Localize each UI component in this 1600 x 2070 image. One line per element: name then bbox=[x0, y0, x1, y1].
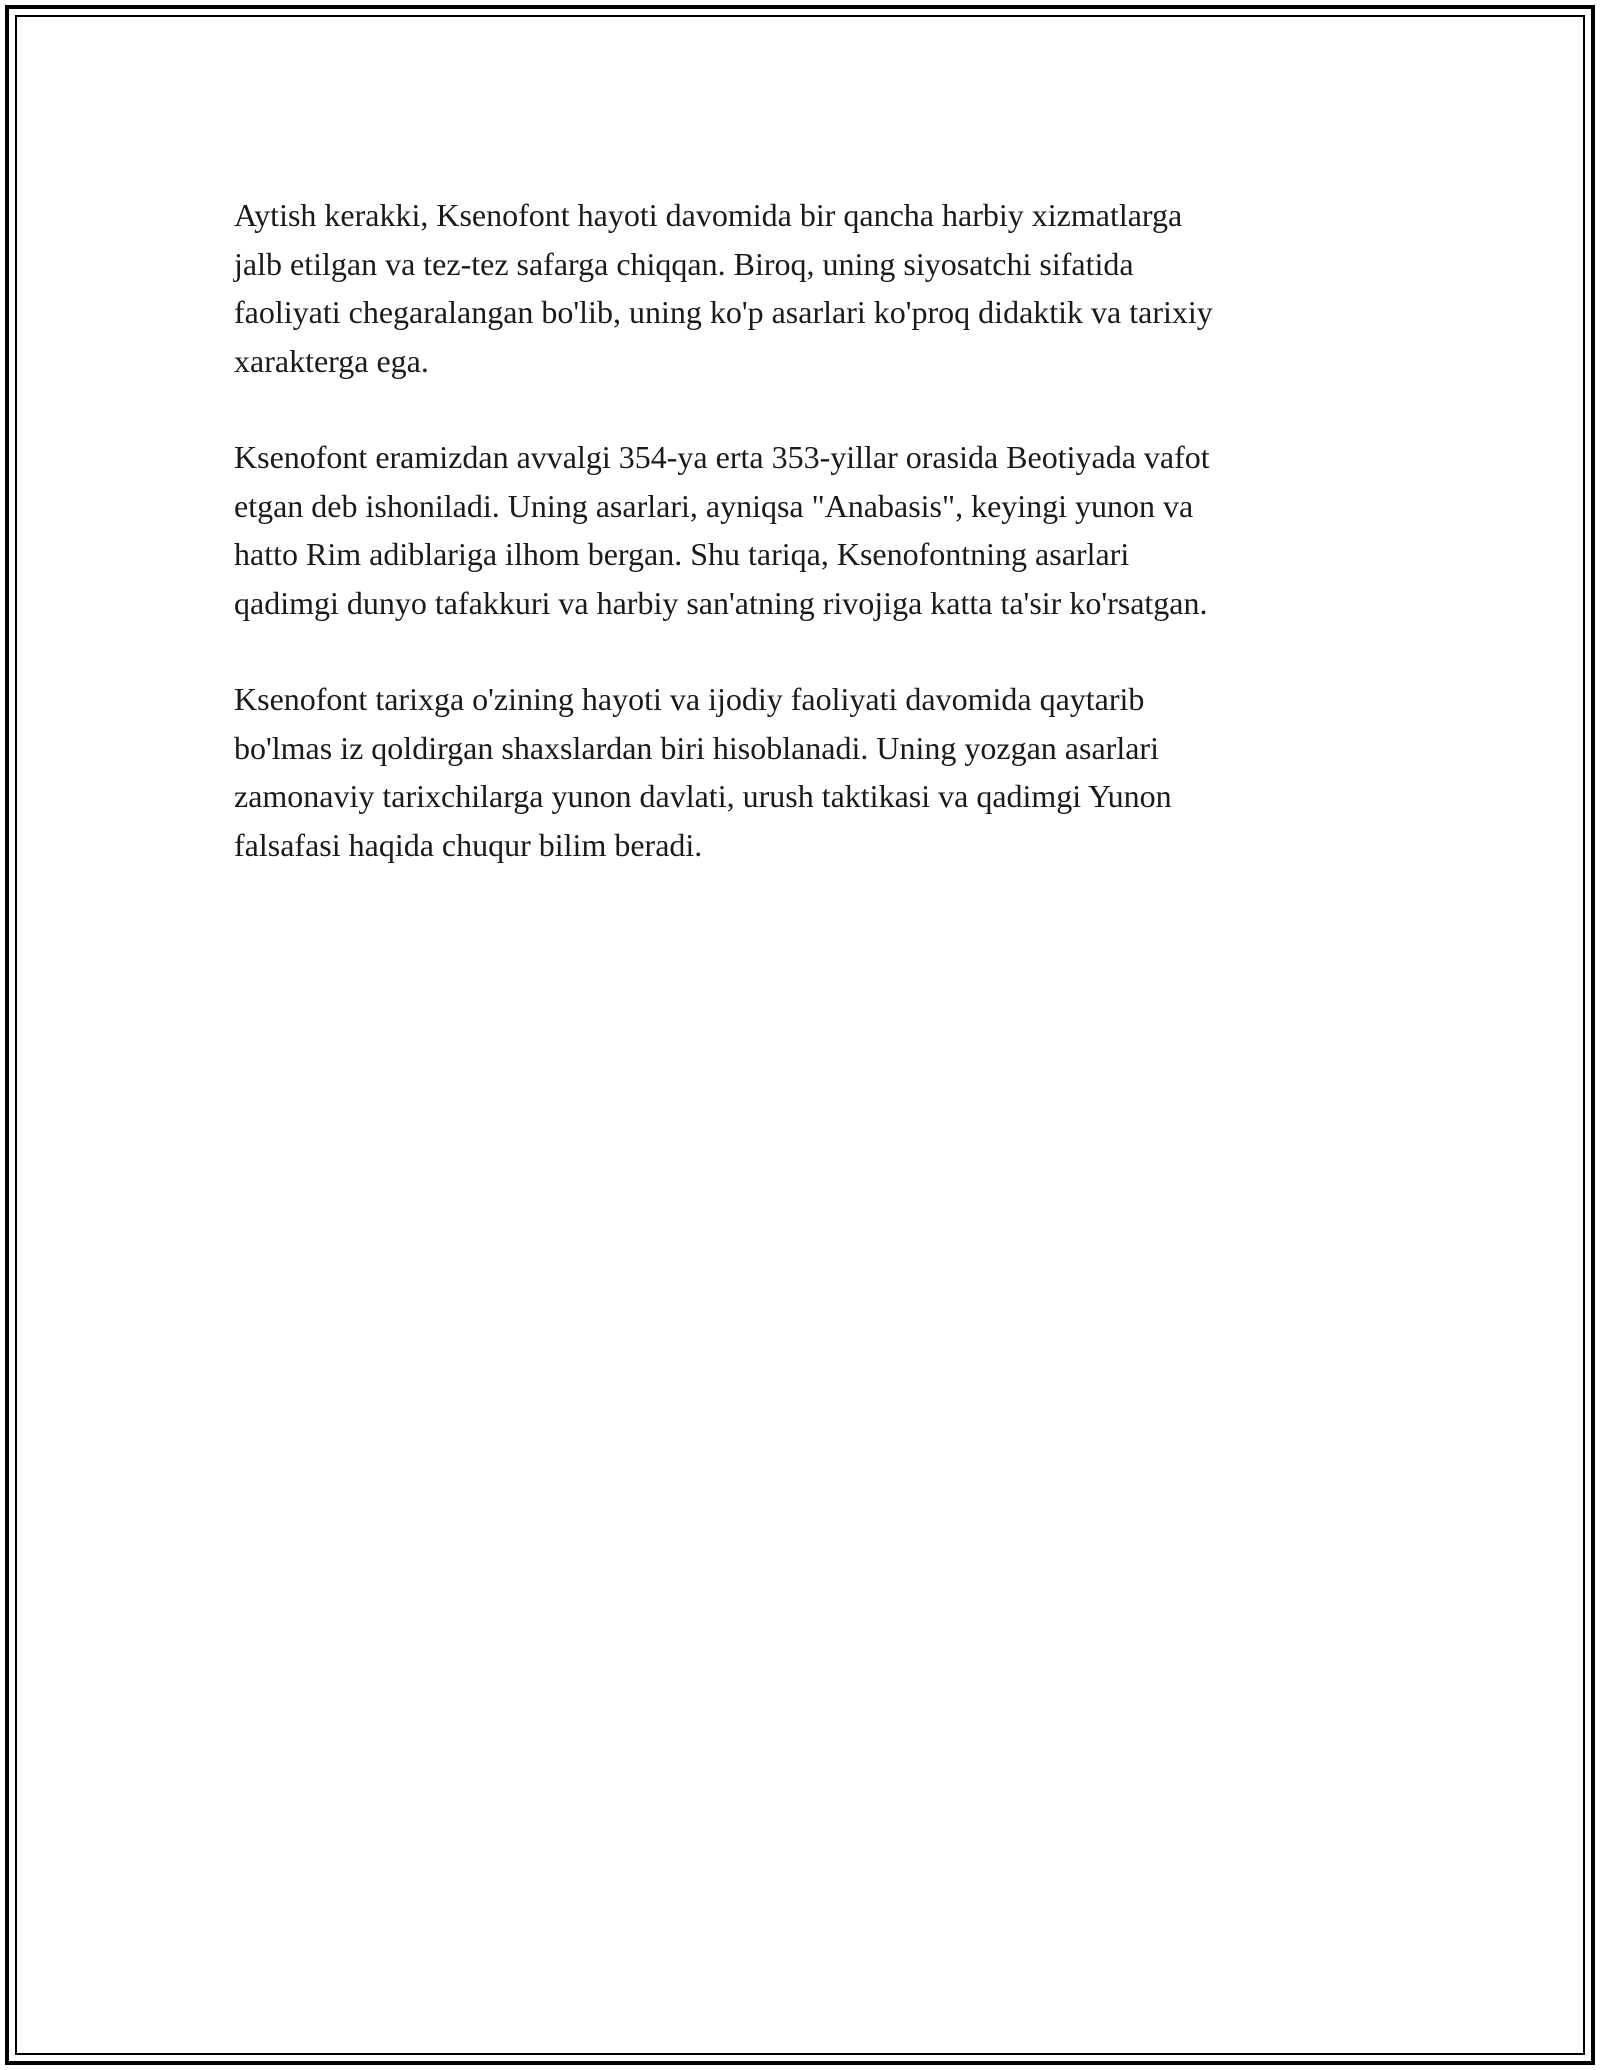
document-body bbox=[234, 191, 1384, 917]
page-frame bbox=[5, 5, 1595, 2065]
paragraph-1: Aytish kerakki, Ksenofont hayoti davomida bir qancha harbiy xizmatlarga jalb etilgan va tez-tez safarga chiqqan. Biroq, uning siyosatchi sifatida faoliyati chegaralangan bo'lib, uning ko'p asarlari ko'proq didaktik va tarixiy xarakterga ega. bbox=[234, 197, 1213, 379]
paragraph-3: Ksenofont tarixga o'zining hayoti va ijodiy faoliyati davomida qaytarib bo'lmas iz qoldirgan shaxslardan biri hisoblanadi. Uning yozgan asarlari zamonaviy tarixchilarga yunon davlati, urush taktikasi va qadimgi Yunon falsafasi haqida chuqur bilim beradi. bbox=[234, 681, 1172, 863]
paragraph-2: Ksenofont eramizdan avvalgi 354-ya erta 353-yillar orasida Beotiyada vafot etgan deb ishoniladi. Uning asarlari, ayniqsa "Anabasis", keyingi yunon va hatto Rim adiblariga ilhom bergan. Shu tariqa, Ksenofontning asarlari qadimgi dunyo tafakkuri va harbiy san'atning rivojiga katta ta'sir ko'rsatgan. bbox=[234, 439, 1210, 621]
